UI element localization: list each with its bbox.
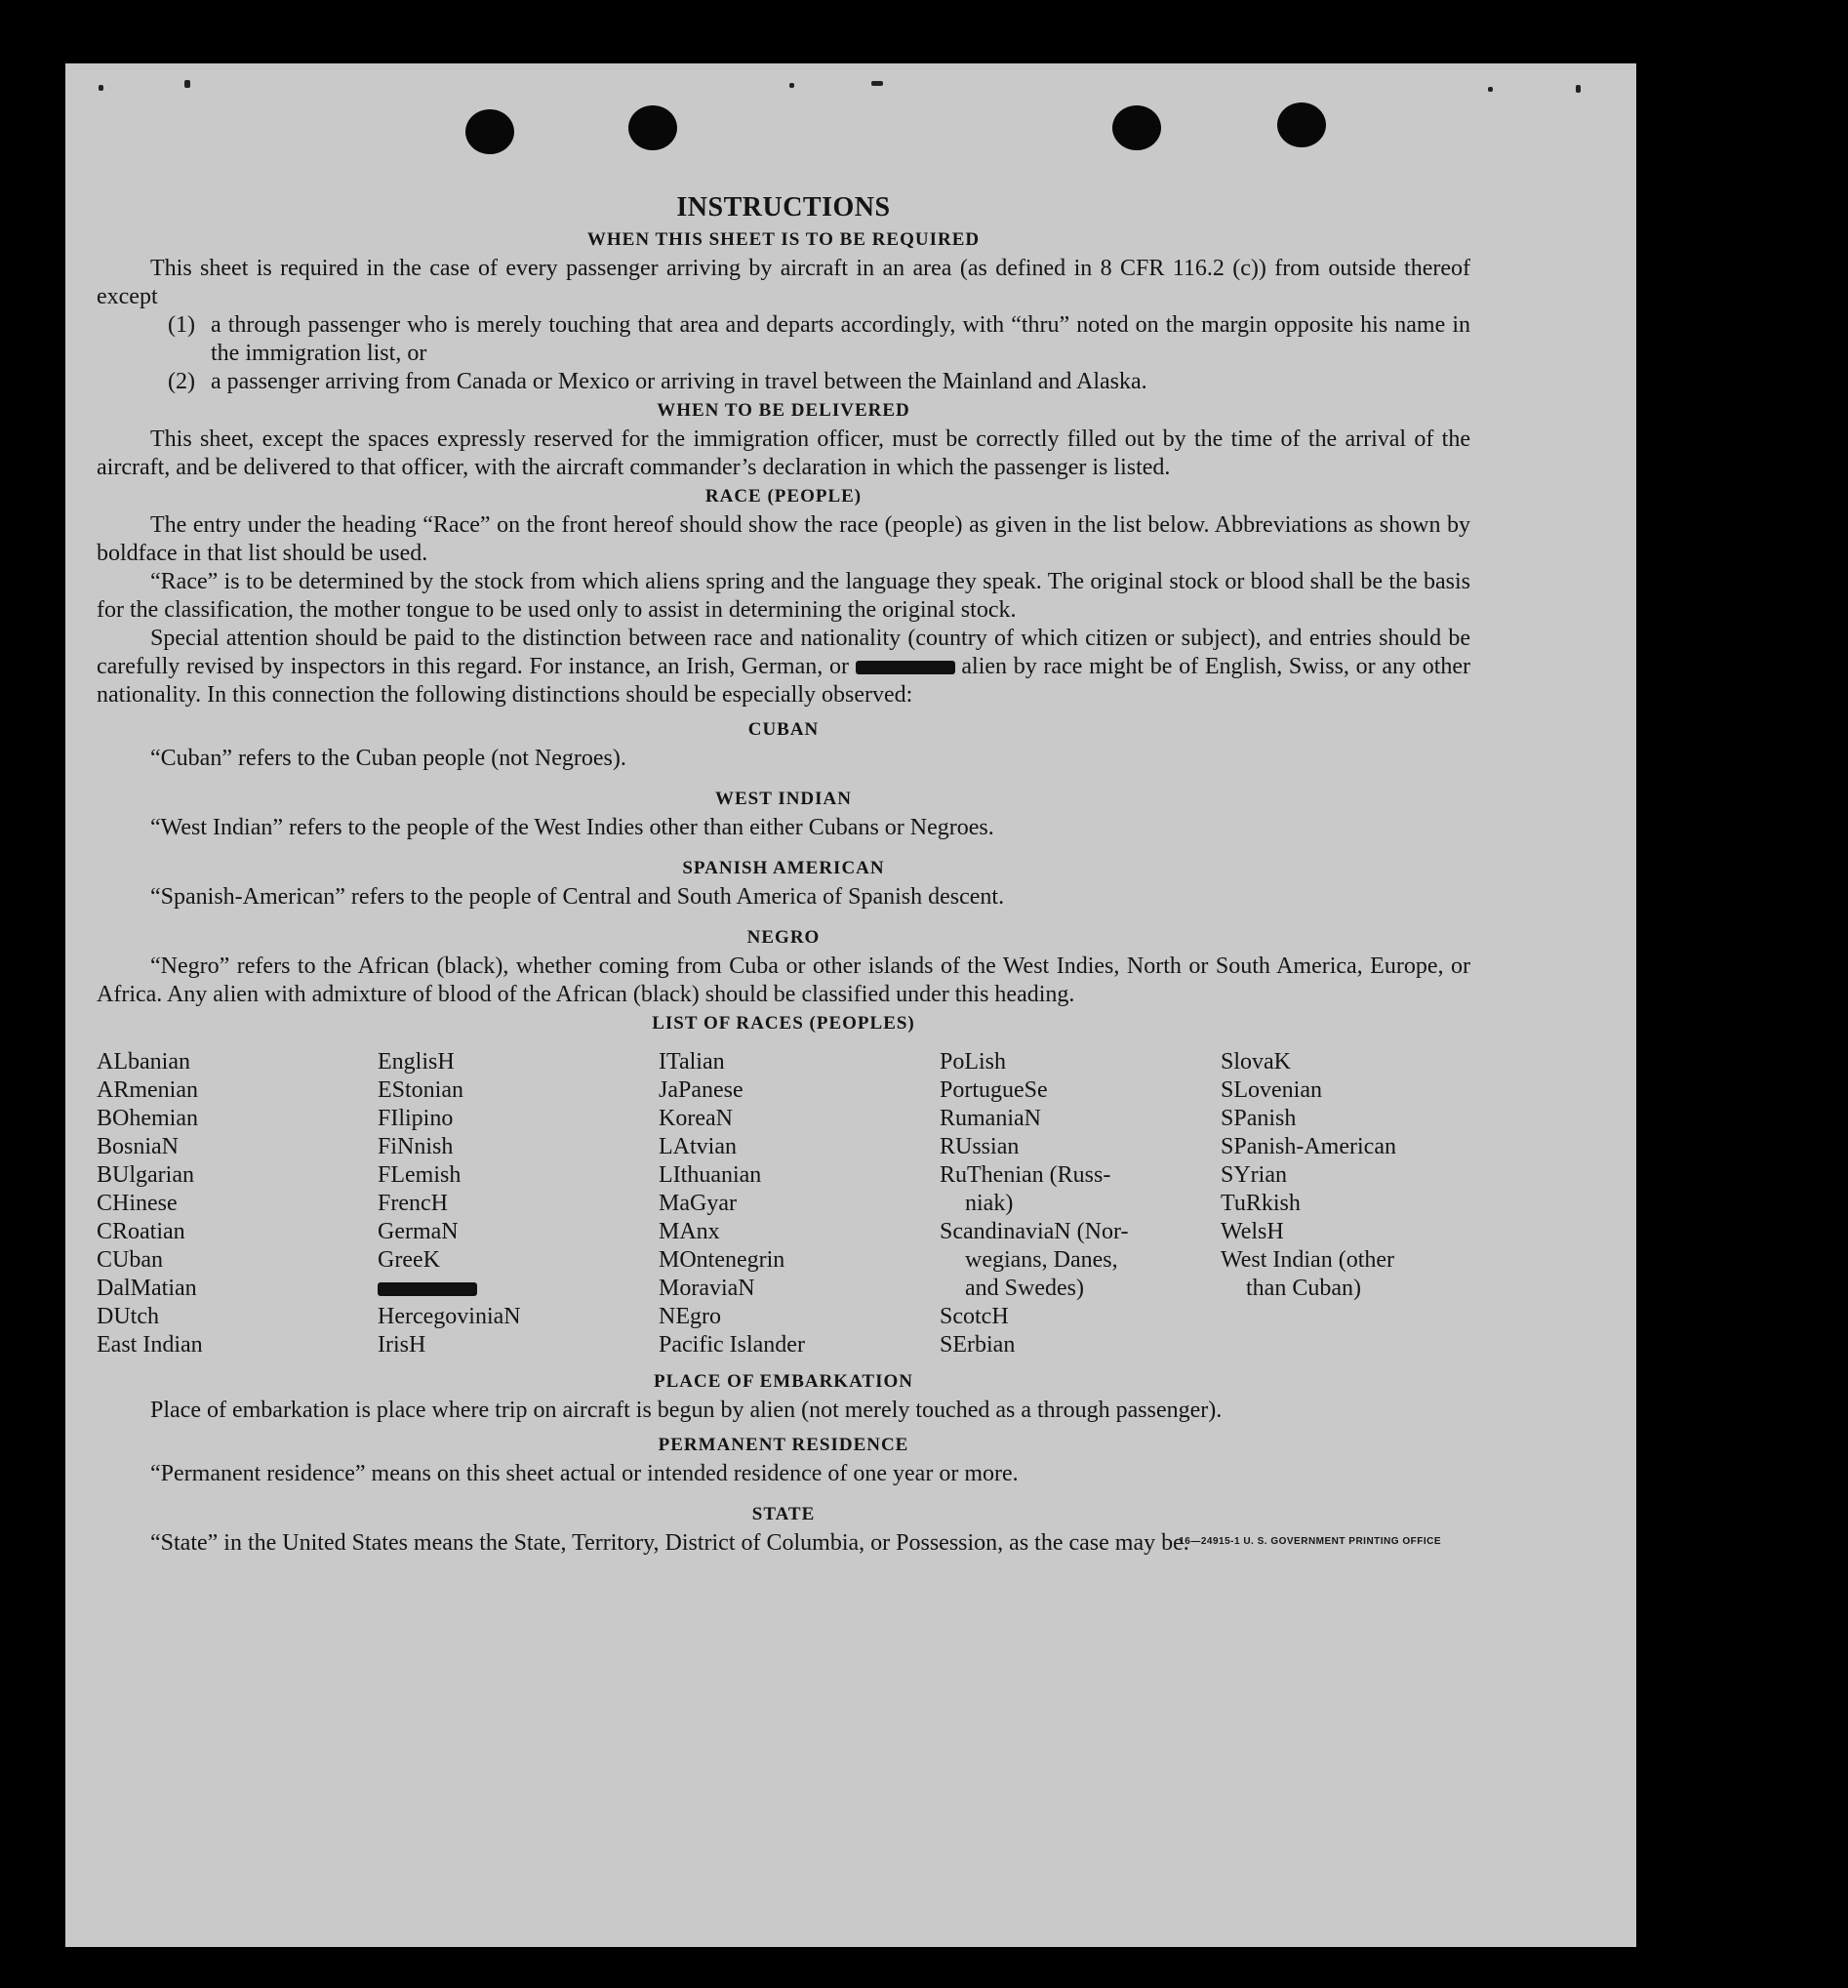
negro-text: “Negro” refers to the African (black), whether coming from Cuba or other islands of the West Indies, North or South America, Europe, or Africa. Any alien with admixture of blood of the African (black) should be classified under this heading.	[97, 953, 1470, 1007]
race-entry: KoreaN	[659, 1106, 733, 1131]
race-entry: MOntenegrin	[659, 1247, 785, 1273]
document-page	[65, 63, 1636, 1947]
race-entry: SlovaK	[1221, 1049, 1291, 1075]
race-entry: DUtch	[97, 1304, 159, 1329]
exception-item	[97, 311, 1470, 368]
punch-hole	[465, 109, 514, 154]
race-entry: SLovenian	[1221, 1077, 1322, 1103]
race-entry: MoraviaN	[659, 1276, 755, 1301]
race-entry: MAnx	[659, 1219, 720, 1244]
race-entry: FLemish	[378, 1162, 462, 1188]
race-entry: East Indian	[97, 1332, 203, 1358]
instructions-content	[97, 190, 1470, 1558]
race-entry: MaGyar	[659, 1191, 737, 1216]
races-column-2	[378, 1048, 659, 1359]
race-entry: ITalian	[659, 1049, 725, 1075]
race-entry: SYrian	[1221, 1162, 1287, 1188]
exception-text: a through passenger who is merely touching that area and departs accordingly, with “thru” noted on the margin opposite his name in the immigration list, or	[211, 312, 1470, 366]
embarkation-heading: PLACE OF EMBARKATION	[654, 1371, 913, 1392]
race-entry: DalMatian	[97, 1276, 197, 1301]
race-paragraph-3-end: alien by race might be of English, Swiss, or any other nationality. In this connection the following distinctions should be especially observed:	[97, 654, 1471, 708]
race-paragraph-3-start: Special attention should be paid to the distinction between race and nationality (country of which citizen or subject), and entries should be carefully revised by inspectors in this regard. For instance, an Irish, German, or	[97, 626, 1470, 679]
races-column-1	[97, 1048, 378, 1359]
redaction-mark	[378, 1282, 477, 1296]
negro-heading: NEGRO	[746, 927, 821, 948]
race-entry: CUban	[97, 1247, 163, 1273]
west-indian-heading: WEST INDIAN	[715, 789, 852, 809]
race-entry: CHinese	[97, 1191, 178, 1216]
west-indian-text: “West Indian” refers to the people of the West Indies other than either Cubans or Negroes.	[150, 815, 994, 840]
list-of-races-heading: LIST OF RACES (PEOPLES)	[652, 1013, 915, 1034]
races-list	[97, 1048, 1470, 1359]
redacted-race-entry	[378, 1275, 659, 1303]
punch-hole	[1112, 105, 1161, 150]
race-entry: Pacific Islander	[659, 1332, 805, 1358]
race-paragraph-1: The entry under the heading “Race” on the front hereof should show the race (people) as given in the list below. Abbreviations as shown by boldface in that list should be used.	[97, 512, 1470, 566]
race-entry-continuation: wegians, Danes,	[965, 1247, 1118, 1273]
when-required-intro: This sheet is required in the case of every passenger arriving by aircraft in an area (as defined in 8 CFR 116.2 (c)) from outside thereof except	[97, 256, 1470, 309]
paper-speck	[789, 83, 794, 88]
punch-hole	[1277, 102, 1326, 147]
paper-speck	[1576, 85, 1581, 93]
exception-number: (1)	[168, 312, 195, 338]
race-entry: FiNnish	[378, 1134, 454, 1159]
race-entry: GreeK	[378, 1247, 440, 1273]
state-heading: STATE	[751, 1504, 816, 1524]
cuban-text: “Cuban” refers to the Cuban people (not Negroes).	[150, 746, 626, 771]
exception-item	[97, 368, 1470, 396]
redaction-mark	[856, 661, 955, 674]
paper-speck	[871, 81, 883, 86]
race-entry: CRoatian	[97, 1219, 185, 1244]
page-title: INSTRUCTIONS	[676, 192, 891, 223]
permanent-residence-heading: PERMANENT RESIDENCE	[658, 1435, 909, 1455]
race-entry: LIthuanian	[659, 1162, 762, 1188]
state-block	[97, 1529, 1470, 1558]
race-entry: JaPanese	[659, 1077, 743, 1103]
race-entry: WelsH	[1221, 1219, 1284, 1244]
race-entry: SErbian	[940, 1332, 1016, 1358]
race-entry: FIlipino	[378, 1106, 454, 1131]
race-entry: LAtvian	[659, 1134, 737, 1159]
race-entry: BosniaN	[97, 1134, 179, 1159]
race-entry-continuation: niak)	[965, 1191, 1014, 1216]
punch-hole	[628, 105, 677, 150]
race-entry: RumaniaN	[940, 1106, 1041, 1131]
race-entry: ALbanian	[97, 1049, 190, 1075]
spanish-american-text: “Spanish-American” refers to the people of Central and South America of Spanish descent.	[150, 884, 1005, 910]
race-entry: ARmenian	[97, 1077, 198, 1103]
race-entry-continuation: and Swedes)	[965, 1276, 1084, 1301]
state-text: “State” in the United States means the State, Territory, District of Columbia, or Possession, as the case may be.	[150, 1530, 1189, 1556]
paper-speck	[1488, 87, 1493, 92]
race-paragraph-2: “Race” is to be determined by the stock from which aliens spring and the language they speak. The original stock or blood shall be the basis for the classification, the mother tongue to be used only to assist in determining the original stock.	[97, 569, 1470, 623]
races-column-3	[659, 1048, 940, 1359]
race-entry: PoLish	[940, 1049, 1007, 1075]
race-entry: FrencH	[378, 1191, 448, 1216]
paper-speck	[184, 80, 190, 88]
race-entry: SPanish-American	[1221, 1134, 1396, 1159]
race-entry: GermaN	[378, 1219, 459, 1244]
race-heading: RACE (PEOPLE)	[704, 486, 863, 507]
race-entry: BUlgarian	[97, 1162, 194, 1188]
race-entry: West Indian (other	[1221, 1247, 1395, 1273]
printing-office-note: 16—24915-1 U. S. GOVERNMENT PRINTING OFFICE	[1179, 1536, 1441, 1547]
race-entry: BOhemian	[97, 1106, 198, 1131]
race-entry: SPanish	[1221, 1106, 1297, 1131]
race-entry: IrisH	[378, 1332, 426, 1358]
cuban-heading: CUBAN	[747, 719, 820, 740]
race-entry: ScandinaviaN (Nor-	[940, 1219, 1129, 1244]
race-entry-continuation: than Cuban)	[1246, 1276, 1361, 1301]
races-column-5	[1221, 1048, 1502, 1359]
when-delivered-text: This sheet, except the spaces expressly reserved for the immigration officer, must be correctly filled out by the time of the arrival of the aircraft, and be delivered to that officer, with the aircraft commander’s declaration in which the passenger is listed.	[97, 426, 1470, 480]
race-entry: NEgro	[659, 1304, 721, 1329]
race-entry: RUssian	[940, 1134, 1020, 1159]
races-column-4	[940, 1048, 1221, 1359]
exception-text: a passenger arriving from Canada or Mexico or arriving in travel between the Mainland and Alaska.	[211, 369, 1147, 394]
race-entry: RuThenian (Russ-	[940, 1162, 1111, 1188]
when-delivered-heading: WHEN TO BE DELIVERED	[657, 400, 910, 421]
permanent-residence-text: “Permanent residence” means on this sheet actual or intended residence of one year or more.	[150, 1461, 1019, 1486]
embarkation-text: Place of embarkation is place where trip on aircraft is begun by alien (not merely touched as a through passenger).	[150, 1398, 1223, 1423]
race-paragraph-3	[97, 625, 1470, 710]
race-entry: EnglisH	[378, 1049, 455, 1075]
race-entry: ScotcH	[940, 1304, 1009, 1329]
race-entry: TuRkish	[1221, 1191, 1301, 1216]
paper-speck	[99, 85, 103, 91]
when-required-heading: WHEN THIS SHEET IS TO BE REQUIRED	[586, 229, 981, 250]
exception-number: (2)	[168, 369, 195, 394]
spanish-american-heading: SPANISH AMERICAN	[682, 858, 885, 878]
race-entry: HercegoviniaN	[378, 1304, 521, 1329]
race-entry: EStonian	[378, 1077, 463, 1103]
race-entry: PortugueSe	[940, 1077, 1048, 1103]
